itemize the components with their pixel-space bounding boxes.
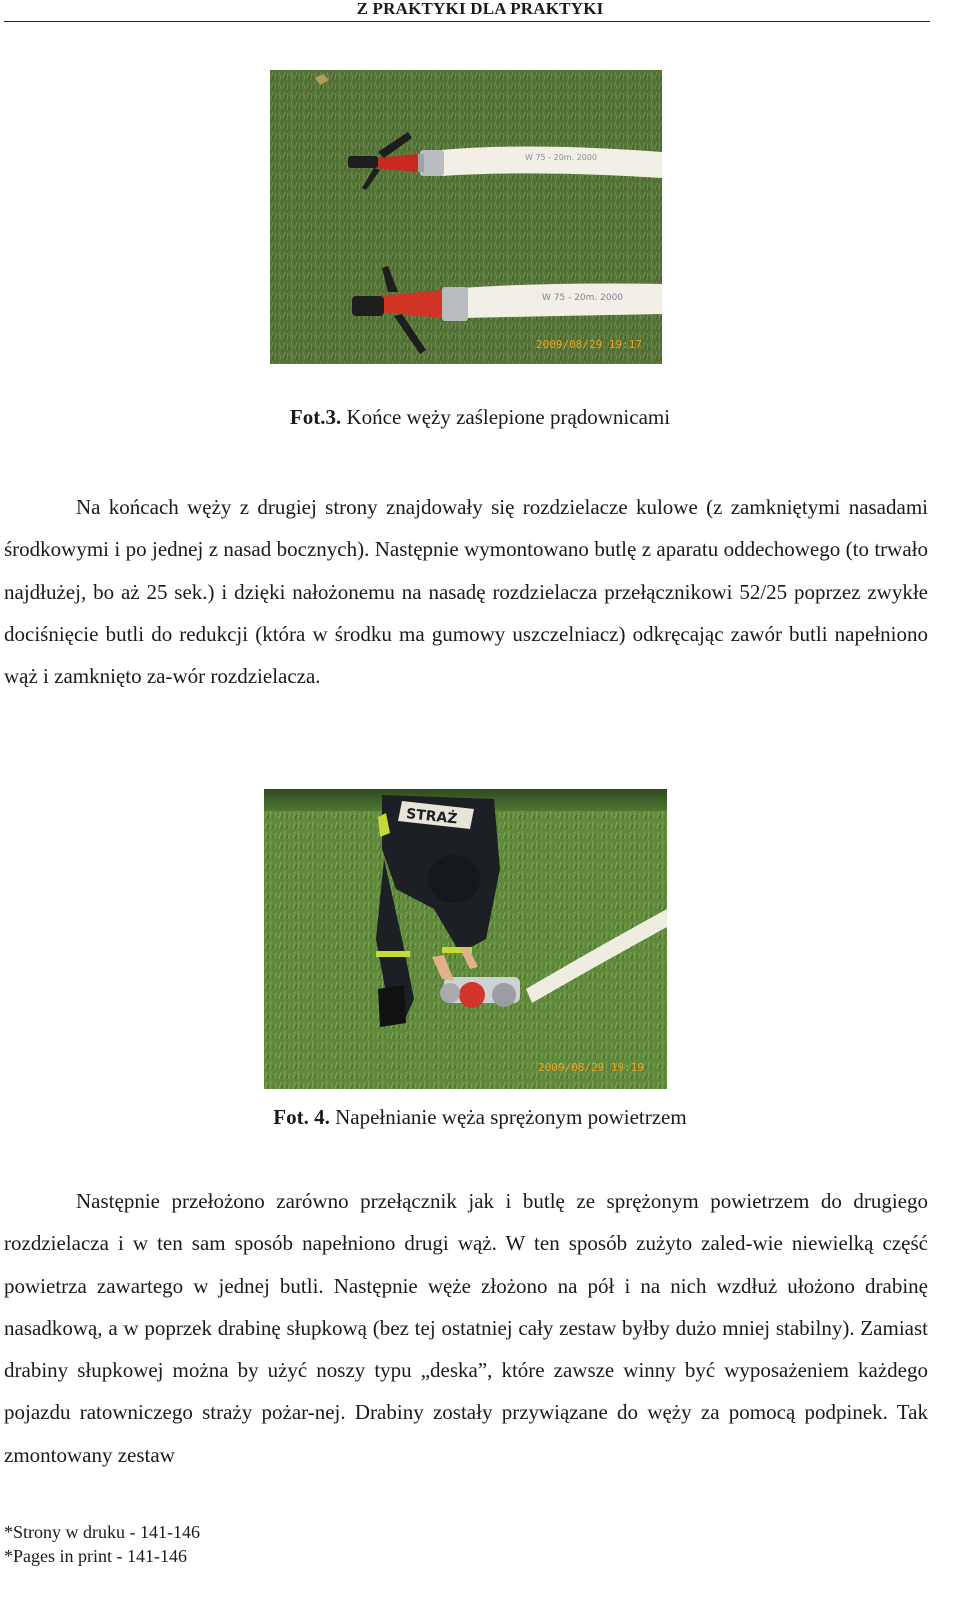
paragraph-2 [4, 1180, 928, 1476]
paragraph-1-text: Na końcach węży z drugiej strony znajdowały się rozdzielacze kulowe (z zamkniętymi nasadami środkowymi i po jednej z nasad bocznych). Następnie wymontowano butlę z aparatu oddechowego (to trwało najdłużej, bo aż 25 sek.) i dzięki nałożonemu na nasadę rozdzielacza przełącznikowi 52/25 poprzez zwykłe dociśnięcie butli do redukcji (która w środku ma gumowy uszczelniacz) odkręcając zawór butli napełniono wąż i zamknięto za-wór rozdzielacza. [4, 495, 928, 689]
caption-fot3-text: Końce węży zaślepione prądownicami [341, 405, 671, 429]
paragraph-2-text: Następnie przełożono zarówno przełącznik jak i butlę ze sprężonym powietrzem do drugiego rozdzielacza i w ten sam sposób napełniono drugi wąż. W ten sposób zużyto zaled-wie niewielką część powietrza zawartego w jednej butli. Następnie węże złożono na pół i na nich wzdłuż ułożono drabinę nasadkową, a w poprzek drabinę słupkową (bez tej ostatniej cały zestaw byłby dużo mniej stabilny). Zamiast drabiny słupkowej można by użyć noszy typu „deska”, które zawsze winny być wyposażeniem każdego pojazdu ratowniczego straży pożar-nej. Drabiny zostały przywiązane do węży za pomocą podpinek. Tak zmontowany zestaw [4, 1189, 928, 1467]
hose-upper [440, 146, 662, 178]
running-header-title: Z PRAKTYKI DLA PRAKTYKI [356, 0, 604, 18]
header-rule [4, 21, 930, 22]
caption-fot4 [0, 1104, 960, 1130]
svg-text:W 75 - 20m. 2000: W 75 - 20m. 2000 [542, 293, 624, 303]
photo-filling-hose [264, 789, 667, 1089]
caption-fot4-label: Fot. 4. [273, 1105, 330, 1129]
footnote-line-1: *Strony w druku - 141-146 [4, 1522, 200, 1542]
paragraph-1 [4, 486, 928, 697]
jacket-label: STRAŻ [405, 806, 459, 828]
photo1-datestamp: 2009/08/29 19:17 [536, 338, 642, 351]
footnote [4, 1520, 200, 1568]
photo-hose-nozzles-image [270, 70, 662, 364]
coupling-lower [442, 287, 468, 321]
svg-text:W 75 - 20m. 2000: W 75 - 20m. 2000 [525, 153, 598, 162]
caption-fot3 [0, 404, 960, 430]
photo-filling-hose-image [264, 789, 667, 1089]
photo-hose-nozzles [270, 70, 662, 364]
footnote-line-2: *Pages in print - 141-146 [4, 1546, 187, 1566]
caption-fot3-label: Fot.3. [289, 405, 342, 429]
photo2-datestamp: 2009/08/29 19:19 [538, 1061, 644, 1074]
caption-fot4-text: Napełnianie węża sprężonym powietrzem [329, 1105, 687, 1129]
running-header [0, 0, 960, 22]
